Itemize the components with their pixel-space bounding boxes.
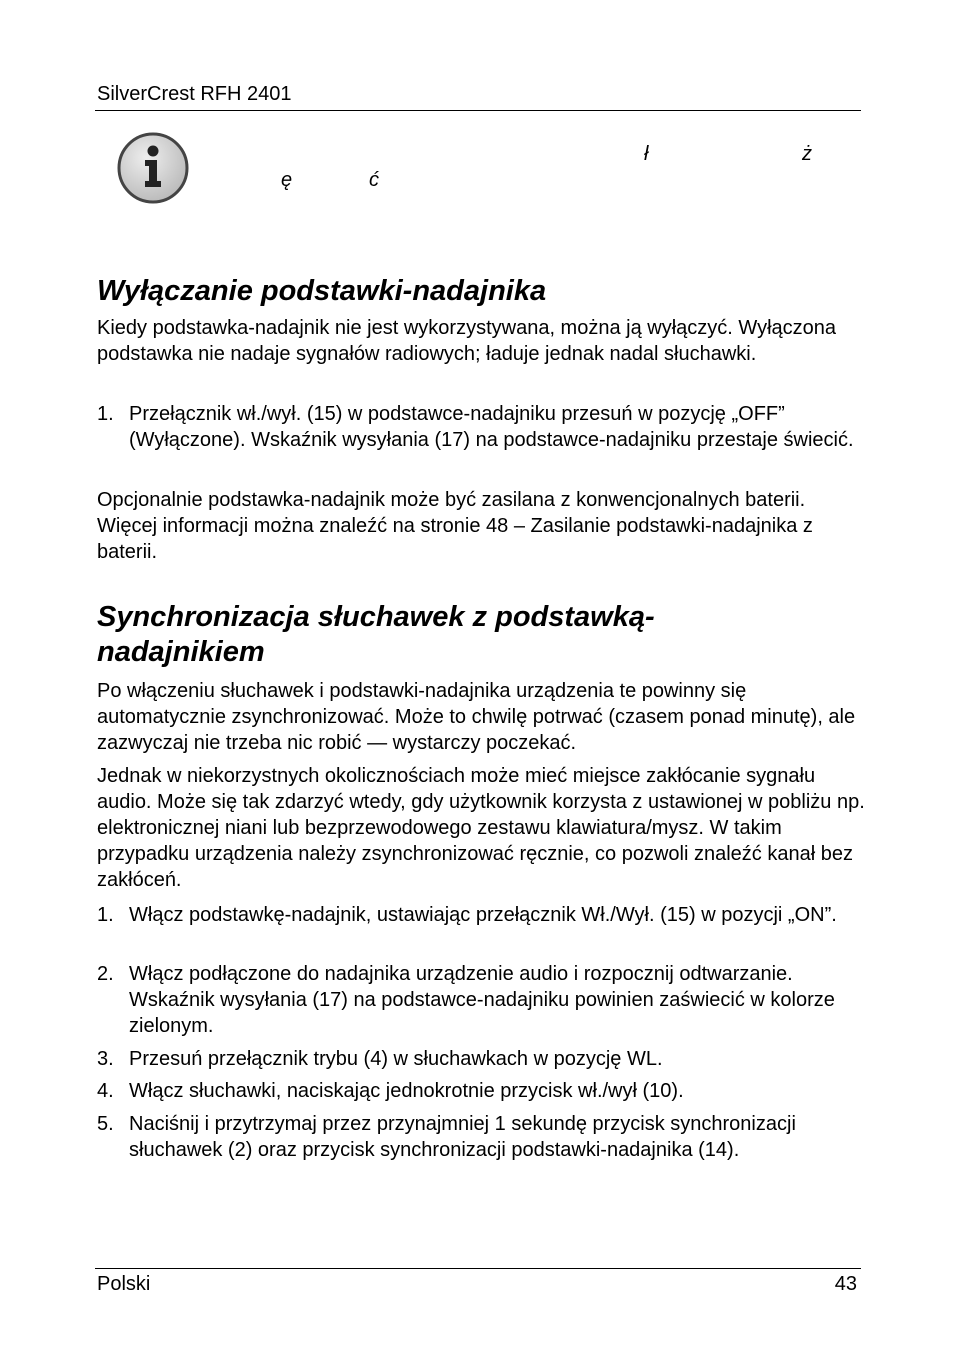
note-fragment: ę xyxy=(281,169,293,191)
footer-language: Polski xyxy=(97,1273,151,1295)
list-text: Włącz podłączone do nadajnika urządzenie audio i rozpocznij odtwarzanie. Wskaźnik wysyłania (17) na podstawce-nadajniku powinien zaświecić w kolorze zielonym. xyxy=(129,963,835,1037)
list-text: Przełącznik wł./wył. (15) w podstawce-nadajniku przesuń w pozycję „OFF” (Wyłączone). Wskaźnik wysyłania (17) na podstawce-nadajniku przestaje świecić. xyxy=(129,403,854,451)
list-item xyxy=(97,961,867,1039)
paragraph: Jednak w niekorzystnych okolicznościach może mieć miejsce zakłócanie sygnału audio. Może się tak zdarzyć wtedy, gdy użytkownik korzysta z ustawionej w pobliżu np. elektronicznej niani lub bezprzewodowego zestawu klawiatura/mysz. W takim przypadku urządzenia należy zsynchronizować ręcznie, co pozwoli znaleźć kanał bez zakłóceń. xyxy=(97,765,865,891)
paragraph: Po włączeniu słuchawek i podstawki-nadajnika urządzenia te powinny się automatycznie zsynchronizować. Może to chwilę potrwać (czasem ponad minutę), ale zazwyczaj nie trzeba nic robić — wystarczy poczekać. xyxy=(97,680,856,754)
paragraph: Kiedy podstawka-nadajnik nie jest wykorzystywana, można ją wyłączyć. Wyłączona podstawka nie nadaje sygnałów radiowych; ładuje jednak nadal słuchawki. xyxy=(97,317,837,365)
note-fragment: ł xyxy=(644,143,649,165)
list-text: Przesuń przełącznik trybu (4) w słuchawkach w pozycję WL. xyxy=(129,1048,663,1070)
list-item xyxy=(97,401,867,453)
list-item xyxy=(97,1078,867,1104)
list-item xyxy=(97,902,867,928)
note-fragment: ć xyxy=(369,169,379,191)
footer-divider xyxy=(95,1268,861,1269)
list-text: Naciśnij i przytrzymaj przez przynajmniej 1 sekundę przycisk synchronizacji słuchawek (2) oraz przycisk synchronizacji podstawki-nadajnika (14). xyxy=(129,1113,796,1161)
list-number: 4. xyxy=(97,1080,114,1102)
page-number: 43 xyxy=(834,1273,857,1295)
info-icon xyxy=(116,131,190,205)
list-number: 3. xyxy=(97,1048,114,1070)
list-item xyxy=(97,1046,867,1072)
list-number: 2. xyxy=(97,963,114,985)
list-item xyxy=(97,1111,867,1163)
list-number: 1. xyxy=(97,904,114,926)
section-heading: Wyłączanie podstawki-nadajnika xyxy=(97,275,547,307)
section-heading: Synchronizacja słuchawek z podstawką-nadajnikiem xyxy=(97,601,655,668)
list-text: Włącz słuchawki, naciskając jednokrotnie przycisk wł./wył (10). xyxy=(129,1080,684,1102)
paragraph: Opcjonalnie podstawka-nadajnik może być zasilana z konwencjonalnych baterii. Więcej informacji można znaleźć na stronie 48 – Zasilanie podstawki-nadajnika z baterii. xyxy=(97,489,813,563)
header-divider xyxy=(95,110,861,111)
list-number: 1. xyxy=(97,403,114,425)
list-text: Włącz podstawkę-nadajnik, ustawiając przełącznik Wł./Wył. (15) w pozycji „ON”. xyxy=(129,904,837,926)
header-title: SilverCrest RFH 2401 xyxy=(97,83,292,105)
note-fragment: ż xyxy=(802,143,812,165)
list-number: 5. xyxy=(97,1113,114,1135)
